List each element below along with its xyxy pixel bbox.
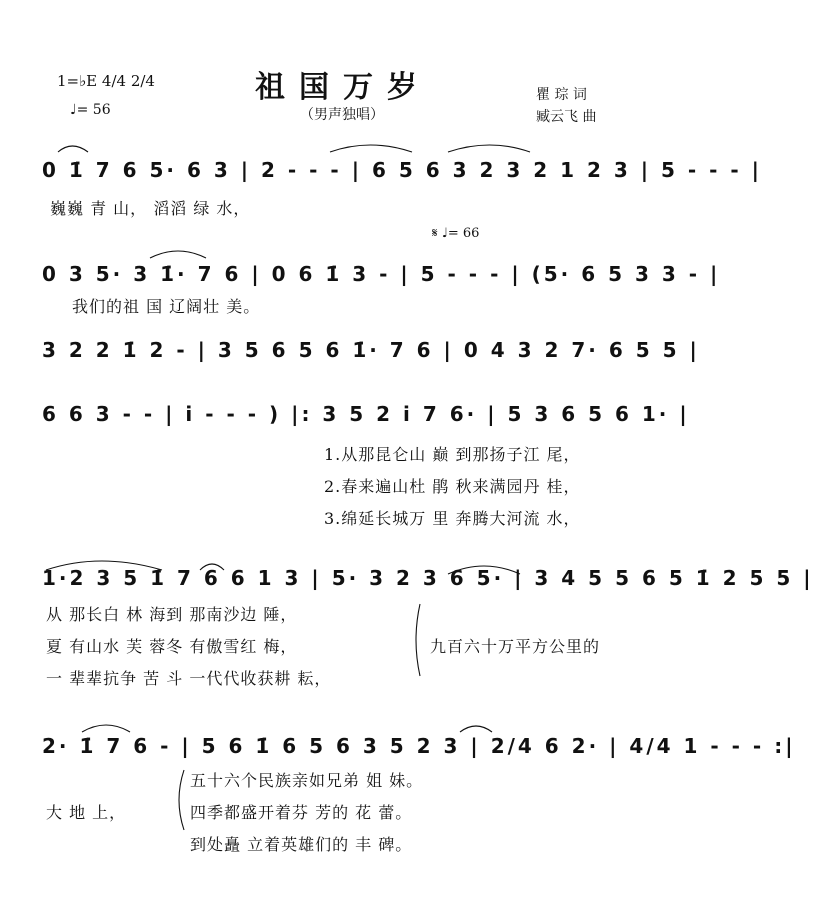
notes-row-5: 1·2 3 5 1̇ 7 6 6 1 3 | 5· 3 2 3 6 5· | 3 4 5 5 6 5 1̇ 2 5 5 | [42,566,814,590]
key-signature: 1=♭E 4/4 2/4 [57,72,155,90]
lyric-row-6-verse-2: 四季都盛开着芬 芳的 花 蕾。 [190,803,413,822]
subtitle: （男声独唱） [300,107,384,123]
lyric-row-5-verse-1: 从 那长白 林 海到 那南沙边 陲， [46,605,298,624]
lyric-row-4-verse-2: 2.春来遍山杜 鹃 秋来满园丹 桂， [324,477,581,496]
lyric-row-6-verse-1: 五十六个民族亲如兄弟 姐 妹。 [190,771,424,790]
score-row-6 [42,728,796,858]
notes-row-1: 0 1̇ 7 6 5· 6 3 | 2 - - - | 6 5 6 3 2 3 2 1 2 3 | 5 - - - | [42,158,762,182]
score-row-3 [42,338,700,378]
page-title: 祖国万岁 [255,70,431,105]
segno-tempo: 𝄋 ♩= 66 [432,226,480,241]
lyric-row-5-verse-3: 一 辈辈抗争 苦 斗 一代代收获耕 耘， [46,669,332,688]
credits [536,84,596,128]
composer: 臧云飞 曲 [536,109,597,125]
lyric-row-6-verse-3: 到处矗 立着英雄们的 丰 碑。 [190,835,413,854]
tempo-marking: ♩= 56 [70,102,111,118]
lyric-row-4-verse-3: 3.绵延长城万 里 奔腾大河流 水， [324,509,581,528]
lyricist: 瞿 琮 词 [536,87,587,103]
lyric-row-6-lead: 大 地 上， [46,803,127,822]
score-row-4 [42,402,690,532]
lyric-row-1: 巍巍 青 山， 滔滔 绿 水， [50,199,251,218]
lyric-row-4-verse-1: 1.从那昆仑山 巅 到那扬子江 尾， [324,445,581,464]
lyric-row-5-side: 九百六十万平方公里的 [430,637,601,656]
lyric-row-2: 我们的祖 国 辽阔壮 美。 [72,297,261,316]
score-row-2 [42,226,721,316]
notes-row-4: 6 6 3 - - | i - - - ) |: 3 5 2 i 7 6· | 5 3 6 5 6 1· | [42,402,690,426]
lyric-row-5-verse-2: 夏 有山水 芙 蓉冬 有傲雪红 梅， [46,637,298,656]
notes-row-2: 0 3 5· 3 1̇· 7 6 | 0 6 1̇ 3 - | 5 - - - | (5· 6 5 3 3 - | [42,262,721,286]
score-row-5 [42,566,814,696]
notes-row-3: 3 2 2 1̇ 2 - | 3 5 6 5 6 1̇· 7 6 | 0 4 3 2 7· 6 5 5 | [42,338,700,362]
notes-row-6: 2· 1̇ 7 6 - | 5 6 1̇ 6 5 6 3 5 2 3 | 2/4 6 2· | 4/4 1 - - - :| [42,734,796,758]
score-row-1 [42,150,762,220]
